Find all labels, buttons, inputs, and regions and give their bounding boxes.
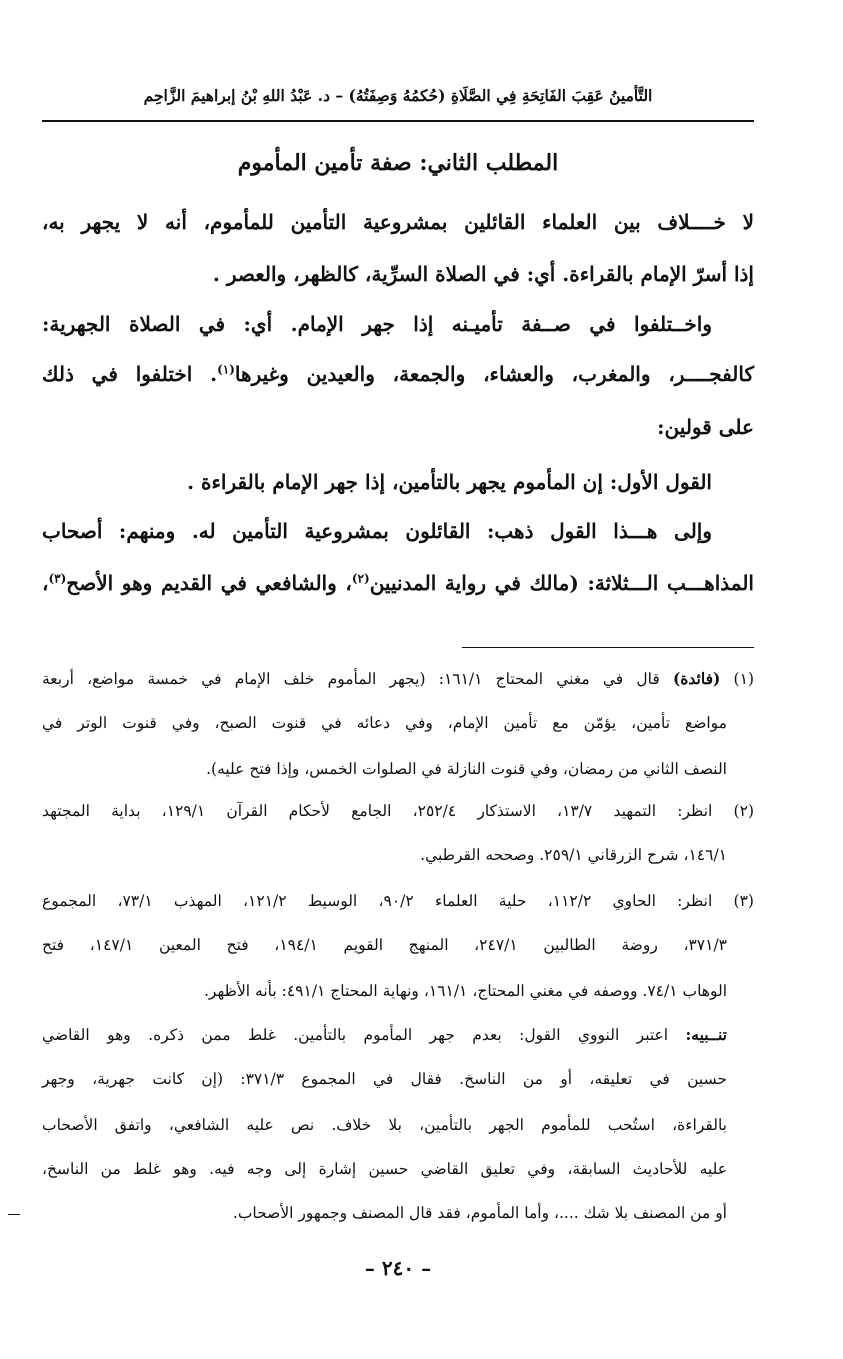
footnote-note-line-3: بالقراءة، استُحب للمأموم الجهر بالتأمين، بلا خلاف. نص عليه الشافعي، واتفق الأصحاب: [42, 1116, 727, 1134]
footnote-note-label: تنــبيه:: [685, 1025, 727, 1044]
body-line-5: على قولين:: [657, 415, 754, 439]
body-line-4-text-b: . اختلفوا في ذلك: [42, 362, 218, 386]
footnote-2-line-2: ١٤٦/١، شرح الزرقاني ٢٥٩/١. وصححه القرطبي.: [420, 846, 727, 864]
footnote-note-text-1: اعتبر النووي القول: بعدم جهر المأموم بالتأمين. غلط ممن ذكره. وهو القاضي: [42, 1026, 669, 1044]
footnote-2-number: (٢): [733, 802, 754, 820]
footnote-1-line-1: [42, 670, 754, 689]
footnote-1-label: (فائدة): [672, 669, 721, 688]
footnote-2-text-1: انظر: التمهيد ١٣/٧، الاستذكار ٢٥٢/٤، الجامع لأحكام القرآن ١٢٩/١، بداية المجتهد: [42, 802, 713, 820]
body-line-1: لا خــــلاف بين العلماء القائلين بمشروعية التأمين للمأموم، أنه لا يجهر به،: [42, 210, 754, 234]
footnote-3-text-1: انظر: الحاوي ١١٢/٢، حلية العلماء ٩٠/٢، الوسيط ١٢١/٢، المهذب ٧٣/١، المجموع: [42, 892, 713, 910]
footnote-ref-1[interactable]: (١): [217, 362, 235, 377]
footnote-1-number: (١): [733, 670, 754, 688]
footnote-note-line-1: [42, 1026, 754, 1045]
footnote-1-text-1: قال في مغني المحتاج ١٦١/١: (يجهر المأموم خلف الإمام في خمسة مواضع، أربعة: [42, 670, 660, 688]
body-line-8-text-b: ، والشافعي في القديم وهو الأصح: [66, 571, 352, 595]
footnote-note-line-2: حسين في تعليقه، أو من الناسخ. فقال في المجموع ٣٧١/٣: (إن كانت جهرية، وجهر: [42, 1070, 727, 1088]
footnote-3-line-3: الوهاب ٧٤/١. ووصفه في مغني المحتاج، ١٦١/١، ونهاية المحتاج ٤٩١/١: بأنه الأظهر.: [204, 982, 727, 1000]
footnote-3-line-2: ٣٧١/٣، روضة الطالبين ٢٤٧/١، المنهج القويم ١٩٤/١، فتح المعين ١٤٧/١، فتح: [42, 936, 728, 954]
body-line-4-text-a: كالفجــــر، والمغرب، والعشاء، والجمعة، والعيدين وغيرها: [234, 362, 754, 386]
body-line-8-text-c: ،: [42, 571, 49, 595]
body-line-6: القول الأول: إن المأموم يجهر بالتأمين، إذا جهر الإمام بالقراءة .: [187, 470, 712, 494]
footnote-ref-2[interactable]: (٢): [351, 571, 370, 586]
running-header: التَّأمينُ عَقِبَ الفَاتِحَةِ فِي الصَّلَاةِ (حُكمُهُ وَصِفَتُهُ) – د. عَبْدُ اللهِ بْنُ إبراهيمَ الزَّاحِم: [143, 86, 653, 105]
footnote-note-line-4: عليه للأحاديث السابقة، وفي تعليق القاضي حسين إشارة إلى وجه فيه. وهو غلط من الناسخ،: [42, 1160, 727, 1178]
footnote-2-line-1: [42, 802, 754, 821]
body-line-4: [42, 362, 754, 386]
footnote-3-number: (٣): [733, 892, 754, 910]
section-title: المطلب الثاني: صفة تأمين المأموم: [237, 150, 559, 176]
header-rule: [42, 120, 754, 122]
body-line-8-text-a: المذاهـــب الـــثلاثة: (مالك في رواية المدنيين: [369, 571, 754, 595]
footnote-3-line-1: [42, 892, 754, 911]
margin-mark: [8, 1214, 20, 1215]
body-line-3: واخــتلفوا في صــفة تأميـنه إذا جهر الإمام. أي: في الصلاة الجهرية:: [42, 312, 712, 336]
body-line-7: وإلى هـــذا القول ذهب: القائلون بمشروعية التأمين له. ومنهم: أصحاب: [42, 519, 712, 543]
body-line-2: إذا أسرّ الإمام بالقراءة. أي: في الصلاة السرِّية، كالظهر، والعصر .: [212, 262, 754, 286]
footnote-note-line-5: أو من المصنف بلا شك ....، وأما المأموم، فقد قال المصنف وجمهور الأصحاب.: [232, 1204, 727, 1222]
page-number: – ٢٤٠ –: [364, 1256, 432, 1280]
footnote-separator: [462, 647, 754, 648]
footnote-1-line-2: مواضع تأمين، يؤمّن مع تأمين الإمام، وفي دعائه في قنوت الصبح، وفي قنوت الوتر في: [42, 714, 727, 732]
body-line-8: [42, 571, 754, 595]
footnote-ref-3[interactable]: (٣): [48, 571, 67, 586]
footnote-1-line-3: النصف الثاني من رمضان، وفي قنوت النازلة في الصلوات الخمس، وإذا فتح عليه).: [206, 760, 727, 778]
